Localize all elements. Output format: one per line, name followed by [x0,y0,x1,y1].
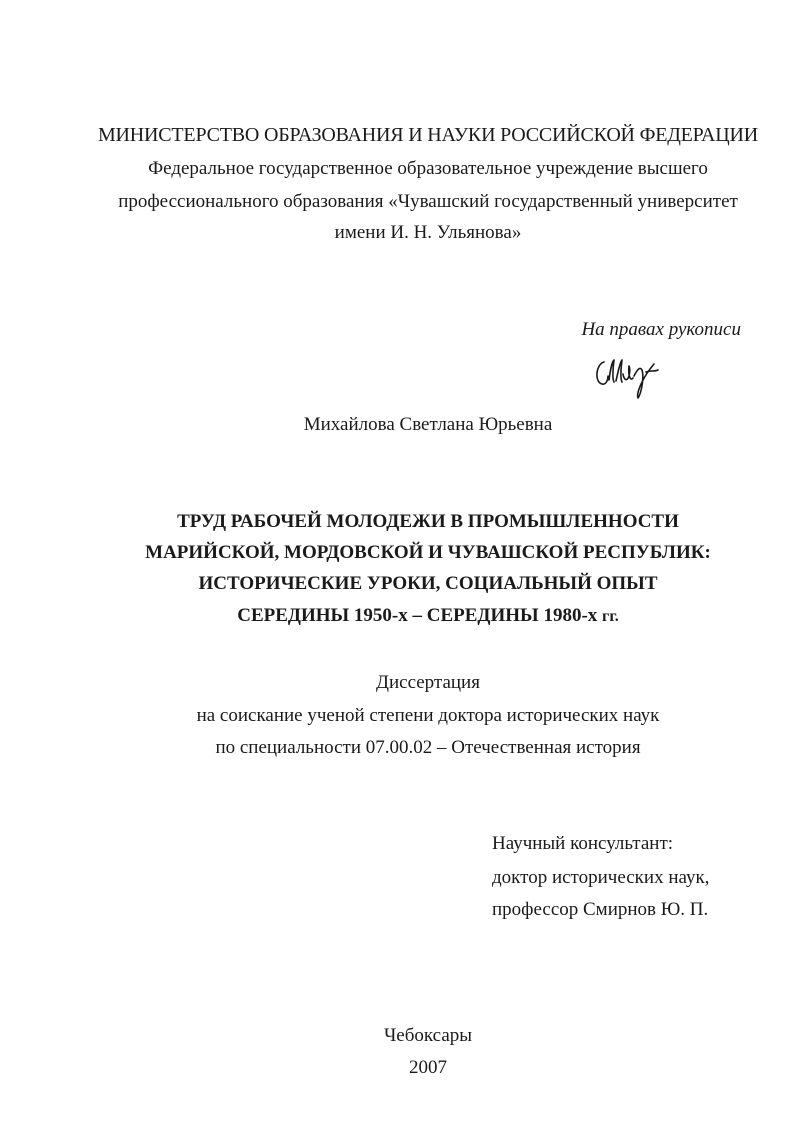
institution-line-2: профессионального образования «Чувашский государственный университет [118,191,738,212]
dissertation-type: Диссертация [376,672,480,693]
institution-line-1: Федеральное государственное образовательное учреждение высшего [148,158,708,179]
city: Чебоксары [383,1025,473,1046]
ministry-heading: МИНИСТЕРСТВО ОБРАЗОВАНИЯ И НАУКИ РОССИЙСКОЙ ФЕДЕРАЦИИ [97,124,759,146]
signature-icon [592,352,674,400]
consultant-label: Научный консультант: [492,833,674,854]
dissertation-title-line-1: ТРУД РАБОЧЕЙ МОЛОДЕЖИ В ПРОМЫШЛЕННОСТИ [177,511,679,532]
dissertation-title-line-2: МАРИЙСКОЙ, МОРДОВСКОЙ И ЧУВАШСКОЙ РЕСПУБЛИК: [145,542,711,563]
author-name: Михайлова Светлана Юрьевна [303,414,553,435]
rights-notice: На правах рукописи [581,319,741,340]
title-period: СЕРЕДИНЫ 1950-х – СЕРЕДИНЫ 1980-х [237,605,603,626]
consultant-name: профессор Смирнов Ю. П. [492,899,709,920]
year: 2007 [409,1057,447,1078]
dissertation-title-line-3: ИСТОРИЧЕСКИЕ УРОКИ, СОЦИАЛЬНЫЙ ОПЫТ [198,573,658,594]
dissertation-degree: на соискание ученой степени доктора исторических наук [196,705,660,726]
dissertation-specialty: по специальности 07.00.02 – Отечественная история [215,737,641,758]
title-period-suffix: гг. [602,608,619,625]
institution-line-3: имени И. Н. Ульянова» [334,222,522,243]
dissertation-title-line-4 [0,604,793,629]
consultant-degree: доктор исторических наук, [492,867,710,888]
